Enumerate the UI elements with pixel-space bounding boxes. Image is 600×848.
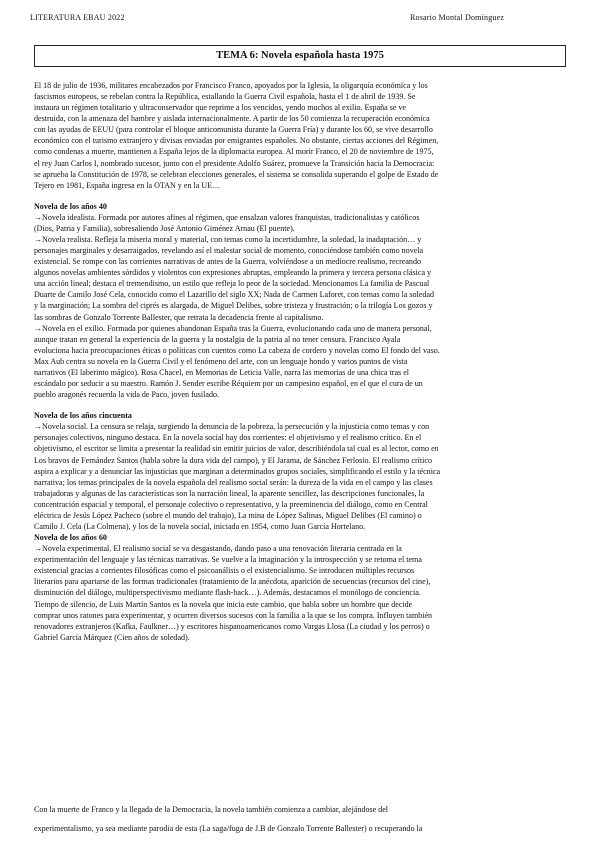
text-line: aunque tratan en general la experiencia de la guerra y la nostalgia de la patria al no tener censura. Francisco Ayala [34,334,401,344]
text-line: el rey Juan Carlos I, nombrado sucesor, junto con el presidente Adolfo Suárez, promueve la Transición hacia la Democracia: [34,158,435,168]
text-line: narrativa; los temas principales de la novela española del realismo social serán: la dureza de la vida en el campo y las clases [34,477,433,487]
section-60s [34,532,566,643]
section-heading: Novela de los años 60 [34,533,107,543]
text-line: Max Aub centra su novela en la Guerra Civil y el fenómeno del arte, con un lenguaje hondo y varios puntos de vista [34,356,408,366]
text-line: Los bravos de Fernández Santos (habla sobre la dura vida del campo), y El Jarama, de Sánchez Ferlosio. El realismo crítico [34,455,432,465]
text-line: y la marginación; La sombra del ciprés es alargada, de Miguel Delibes, sobre tristeza y frustración; o la trilogía Los gozos y [34,301,433,311]
text-line: Gabriel García Márquez (Cien años de soledad). [34,632,190,642]
text-line: algunos novelas ambientes sórdidos y violentos con expresiones abruptas, empleando la primera y tercera persona clásica y [34,268,432,278]
text-line: El 18 de julio de 1936, militares encabezados por Francisco Franco, apoyados por la Iglesia, la oligarquía económica y los [34,81,428,90]
text-line: Duarte de Camilo José Cela, conocido como el Lazarillo del siglo XX; Nada de Carmen Laforet, con temas como la soledad [34,290,434,300]
text-line: trabajadoras y algunas de las características son la narración lineal, la aparente sencillez, las descripciones funcionales, la [34,488,425,498]
text-line: aspira a explicar y a denunciar las injusticias que marginan a determinados grupos sociales, simplificando el estilo y la técnica [34,466,441,476]
text-line: destruida, con la amenaza del hambre y aislada internacionalmente. A partir de los 50 comienza la recuperación económica [34,114,430,124]
text-line: existencial. Se rompe con las corrientes narrativas de antes de la Guerra, volviéndose a un mediocre realismo, recreando [34,257,421,267]
page-header [30,13,570,27]
text-line: renovadores extranjeros (Kafka, Faulkner…) y escritores hispanoamericanos como Vargas Llosa (La ciudad y los perros) o [34,621,430,631]
text-line: las sombras de Gonzalo Torrente Ballester, que retrata la decadencia frente al capitalismo. [34,312,324,322]
text-line: comprar unos ratones para experimentar, y ocurren diversos sucesos con la familia a la que se los compra. Influyen también [34,610,433,620]
text-line: experimentación del lenguaje y las técnicas narrativas. Se vuelve a la imaginación y la introspección y se retoma el tema [34,555,422,565]
text-line: narrativos (El laberinto mágico). Rosa Chacel, en Memorias de Leticia Valle, narra las memorias de una chica tras el [34,367,410,377]
page-title: TEMA 6: Novela española hasta 1975 [34,45,566,67]
section-heading: Novela de los años cincuenta [34,411,132,421]
text-line: experimentalismo, ya sea mediante parodia de esta (La saga/fuga de J.B de Gonzalo Torrente Ballester) o recuperando la [34,824,423,834]
intro-paragraph [34,80,566,191]
section-50s [34,410,566,532]
text-line: se aprueba la Constitución de 1978, se celebran elecciones generales, el sistema se consolida superando el golpe de Estado de [34,169,439,179]
text-line: (Dios, Patria y Familia), sobresaliendo José Antonio Giménez Arnau (El puente). [34,223,295,233]
text-line: eléctrica de Jesús López Pacheco (sobre el mundo del trabajo), La mina de López Salinas, Miguel Delibes (El camino) o [34,510,422,520]
text-line: concentración espacial y temporal, el personaje colectivo o representativo, y la preeminencia del diálogo, como en Central [34,499,428,509]
text-line: →Novela experimental. El realismo social se va desgastando, dando paso a una renovación literaria centrada en la [34,544,402,554]
text-line: pueblo aragonés recuerda la vida de Paco, joven fusilado. [34,390,220,400]
text-line: →Novela social. La censura se relaja, surgiendo la denuncia de la pobreza, la persecución y la injusticia como temas y con [34,422,430,432]
text-line: Camilo J. Cela (La Colmena), y los de la novela social, iniciada en 1954, como Juan García Hortelano. [34,521,366,531]
text-line: evoluciona hacia preocupaciones éticas o políticas con cuentos como La cabeza de cordero y novelas como El fondo del vaso. [34,345,440,355]
text-line: →Novela realista. Refleja la miseria moral y material, con temas como la incertidumbre, la soledad, la inadaptación… y [34,235,422,245]
header-course: LITERATURA EBAU 2022 [30,13,125,22]
document-body [34,80,566,643]
header-author: Rosario Montal Domínguez [410,13,505,22]
text-line: →Novela en el exilio. Formada por quienes abandonan España tras la Guerra, evolucionando cada uno de manera personal, [34,323,432,333]
text-line: literarios para apartarse de las formas tradicionales (tratamiento de la anécdota, aparición de secuencias (recursos del cine), [34,577,431,587]
text-line: personajes marginales y desarraigados, revelando así el malestar social de momento, conociéndose también como novela [34,246,424,256]
text-line: objetivismo, el escritor se limita a presentar la realidad sin emitir juicios de valor, describiéndola tal cual es al lector, como en [34,444,439,454]
text-line: Tiempo de silencio, de Luis Martín Santos es la novela que inicia este cambio, que habla sobre un hombre que decide [34,599,413,609]
text-line: una acción lineal; destaca el tremendismo, un estilo que refleja lo peor de la sociedad. Mencionamos La familia de Pascual [34,279,430,289]
text-line: personajes colectivos, ninguno destaca. En la novela social hay dos corrientes: el objetivismo y el realismo crítico. En el [34,433,422,443]
section-heading: Novela de los años 40 [34,201,107,211]
text-line: disminución del diálogo, multiperspectivismo mediante flash-back…). Además, destacamos el monólogo de conciencia. [34,588,421,598]
text-line: →Novela idealista. Formada por autores afines al régimen, que ensalzan valores franquistas, tradicionalistas y católicos [34,212,420,222]
text-line: Tejero en 1981, España ingresa en la OTAN y en la UE… [34,180,221,190]
text-line: escándalo por seducir a su maestro. Ramón J. Sender escribe Réquiem por un campesino español, en el que el cura de un [34,379,423,389]
text-line: económico con el turismo extranjero y divisas enviadas por emigrantes españoles. No obstante, ciertas acciones del Régimen, [34,136,439,146]
closing-paragraph [34,796,566,842]
text-line: fascismos europeos, se rebelan contra la República, estallando la Guerra Civil española, hasta el 1 de abril de 1939. Se [34,92,416,102]
text-line: Con la muerte de Franco y la llegada de la Democracia, la novela también comienza a cambiar, alejándose del [34,805,389,815]
text-line: instaura un régimen totalitario y ultraconservador que reprime a los vencidos, yendo muchos al exilio. España se ve [34,103,407,113]
text-line: como condenas a muerte, mantienen a España lejos de la diplomacia europea. Al morir Franco, el 20 de noviembre de 1975, [34,147,434,157]
text-line: existencial gracias a corrientes filosóficas como el psicoanálisis o el existencialismo. Se introducen múltiples recursos [34,566,415,576]
text-line: con las ayudas de EEUU (para controlar el bloque anticomunista durante la Guerra Fría) y durante los 60, se vive desarrollo [34,125,433,135]
section-40s [34,201,566,400]
